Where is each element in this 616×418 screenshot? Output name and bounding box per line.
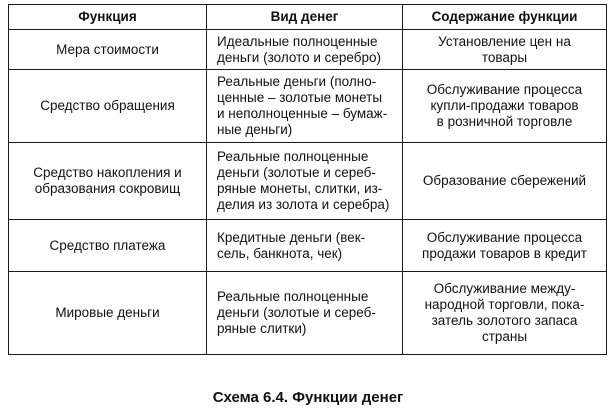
table-row xyxy=(9,30,607,70)
cell-function-content-text: Установление цен на товары xyxy=(438,33,571,65)
cell-money-kind-text: Реальные деньги (полно- ценные – золотые монеты и неполноценные – бумаж- ные деньги) xyxy=(217,74,388,137)
cell-function-text: Мера стоимости xyxy=(56,41,159,57)
cell-function xyxy=(9,220,207,272)
cell-money-kind xyxy=(207,70,403,143)
cell-function-content xyxy=(403,272,607,355)
table-row xyxy=(9,70,607,143)
cell-function-text: Мировые деньги xyxy=(55,305,160,320)
cell-money-kind-text: Реальные полноценные деньги (золотые и сереб- ряные слитки) xyxy=(217,289,376,336)
header-function: Функция xyxy=(9,5,207,30)
cell-function-content-text: Образование сбережений xyxy=(422,173,587,188)
cell-function-content-text: Обслуживание между- народной торговли, пока- затель золотого запаса страны xyxy=(424,281,585,344)
cell-function-text: Средство платежа xyxy=(49,237,166,253)
figure-caption: Схема 6.4. Функции денег xyxy=(212,389,404,406)
cell-function xyxy=(9,143,207,220)
cell-function xyxy=(9,272,207,355)
table-row xyxy=(9,220,607,272)
cell-function-content-text: Обслуживание процесса купли-продажи товаров в розничной торговле xyxy=(426,82,583,129)
table-row xyxy=(9,272,607,355)
cell-function-content xyxy=(403,70,607,143)
cell-function-content xyxy=(403,220,607,272)
cell-function-content xyxy=(403,143,607,220)
cell-function-text: Средство накопления и образования сокровищ xyxy=(33,165,182,196)
cell-function-text: Средство обращения xyxy=(40,98,175,113)
cell-money-kind xyxy=(207,220,403,272)
cell-function-content-text: Обслуживание процесса продажи товаров в кредит xyxy=(422,229,587,261)
money-functions-table xyxy=(8,4,607,355)
header-function-content: Содержание функции xyxy=(403,5,607,30)
cell-money-kind xyxy=(207,143,403,220)
table-row xyxy=(9,143,607,220)
cell-money-kind xyxy=(207,272,403,355)
cell-money-kind xyxy=(207,30,403,70)
cell-money-kind-text: Идеальные полноценные деньги (золото и серебро) xyxy=(217,33,382,65)
cell-money-kind-text: Реальные полноценные деньги (золотые и сереб- ряные монеты, слитки, из- делия из золота и серебра) xyxy=(217,149,390,212)
table-header-row xyxy=(9,5,607,30)
cell-function xyxy=(9,70,207,143)
cell-function xyxy=(9,30,207,70)
cell-money-kind-text: Кредитные деньги (век- сель, банкнота, чек) xyxy=(217,229,366,261)
cell-function-content xyxy=(403,30,607,70)
header-money-kind: Вид денег xyxy=(207,5,403,30)
